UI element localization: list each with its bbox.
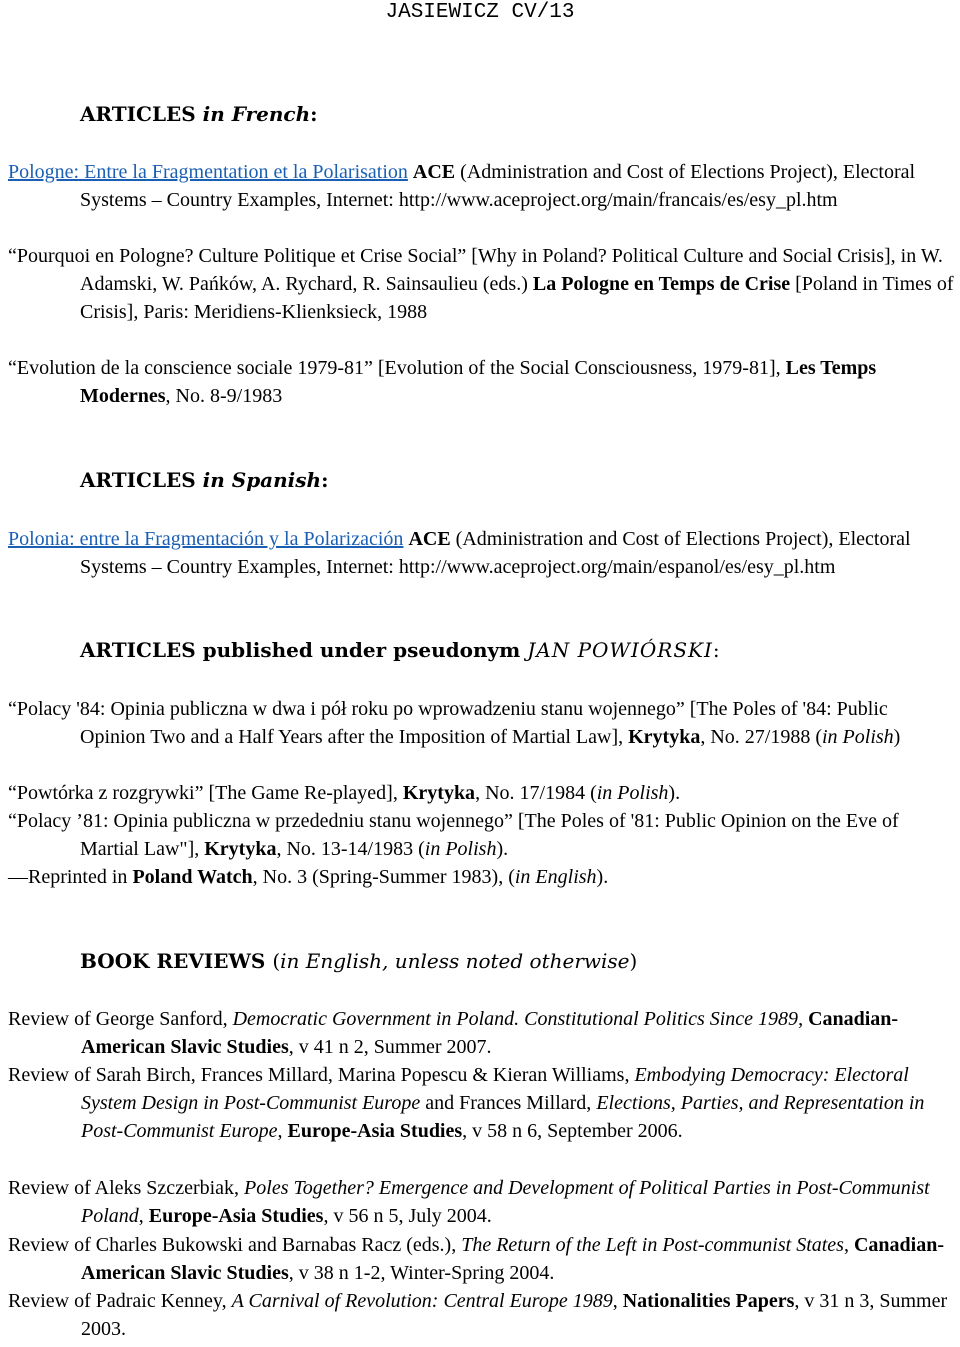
book-title: Poles Together? Emergence and Development of Political Parties in Post-Communist Poland [81, 1177, 930, 1228]
publication-title: Krytyka [402, 782, 476, 804]
review-entry [8, 1174, 958, 1230]
article-link-pologne[interactable]: Pologne: Entre la Fragmentation et la Polarisation [8, 161, 408, 183]
heading-text: BOOK REVIEWS [80, 949, 273, 973]
entry-text: ) [893, 726, 901, 749]
entry-text: “Pourquoi en Pologne? Culture Politique et Crise Social” [Why in Poland? Political Culture and Social Crisis], in W. Adamski, W. Pańków, A. Rychard, R. Sainsaulieu (eds.) [8, 245, 943, 296]
entry-text: Review of George Sanford, [8, 1008, 233, 1030]
article-entry [8, 242, 958, 327]
heading-paren: ) [629, 949, 638, 973]
heading-language: in French [202, 102, 311, 126]
entry-text: , [138, 1205, 149, 1228]
book-title: The Return of the Left in Post-communist States [461, 1234, 844, 1256]
entry-text: Review of Charles Bukowski and Barnabas Racz (eds.), [8, 1234, 462, 1256]
entry-text: ). [668, 782, 681, 804]
entry-text: “Polacy '84: Opinia publiczna w dwa i pół roku po wprowadzeniu stanu wojennego” [The Poles of '84: Public Opinion Two and a Half Years after the Imposition of Martial Law], [8, 698, 888, 749]
heading-articles-spanish [80, 466, 328, 494]
language-note: in Polish [424, 838, 497, 861]
journal-title: Canadian-American Slavic Studies [81, 1008, 899, 1059]
entry-text: , v 38 n 1-2, Winter-Spring 2004. [288, 1262, 555, 1285]
heading-text: ARTICLES published under pseudonym [80, 638, 528, 662]
heading-colon: : [712, 638, 720, 662]
heading-articles-french [80, 100, 318, 128]
review-entry [8, 1231, 958, 1287]
book-title: Embodying Democracy: Electoral System Design in Post-Communist Europe [81, 1064, 909, 1115]
article-entry [8, 807, 958, 863]
language-note: in English [514, 866, 597, 888]
entry-text: (Administration and Cost of Elections Project), Electoral Systems – Country Examples, Internet: http://www.aceproject.org/main/espanol/es/esy_pl.htm [80, 528, 911, 579]
entry-text: , v 31 n 3, Summer 2003. [81, 1290, 948, 1341]
entry-text: ). [596, 866, 609, 888]
entry-text: (Administration and Cost of Elections Project), Electoral Systems – Country Examples, Internet: http://www.aceproject.org/main/francais/es/esy_pl.htm [80, 161, 916, 212]
heading-book-reviews [80, 947, 637, 975]
heading-colon: : [321, 468, 329, 492]
entry-text: , [798, 1008, 809, 1030]
entry-text: “Polacy ’81: Opinia publiczna w przededniu stanu wojennego” [The Poles of '81: Public Opinion on the Eve of Martial Law"], [8, 810, 899, 861]
entry-text: —Reprinted in [8, 866, 133, 888]
heading-colon: : [310, 102, 318, 126]
entry-text: ). [496, 838, 509, 861]
article-entry [8, 158, 958, 214]
journal-title: Europe-Asia Studies [287, 1120, 463, 1143]
publication-title: Poland Watch [132, 866, 253, 888]
article-link-polonia[interactable]: Polonia: entre la Fragmentación y la Polarización [8, 528, 404, 550]
article-entry [8, 779, 958, 807]
entry-text: , No. 27/1988 ( [700, 726, 822, 749]
entry-text: Review of Sarah Birch, Frances Millard, Marina Popescu & Kieran Williams, [8, 1064, 635, 1086]
entry-text: , [843, 1234, 854, 1256]
entry-text: , [612, 1290, 623, 1312]
entry-text: Review of Padraic Kenney, [8, 1290, 232, 1312]
article-entry [8, 525, 958, 581]
review-entry [8, 1061, 958, 1146]
heading-paren: ( [272, 949, 281, 973]
article-entry [8, 863, 958, 891]
review-entry [8, 1005, 958, 1061]
page-header: JASIEWICZ CV/13 [385, 1, 575, 24]
entry-text: , v 58 n 6, September 2006. [462, 1120, 683, 1143]
journal-title: Canadian-American Slavic Studies [81, 1234, 944, 1285]
entry-text: “Evolution de la conscience sociale 1979-81” [Evolution of the Social Consciousness, 1979-81], [8, 357, 786, 379]
language-note: in Polish [822, 726, 894, 749]
heading-text: ARTICLES [80, 102, 203, 126]
entry-text: , No. 13-14/1983 ( [276, 838, 425, 861]
publication-title: Krytyka [204, 838, 277, 861]
article-entry [8, 354, 958, 410]
ace-label: ACE [412, 161, 456, 183]
book-title: Elections, Parties, and Representation in Post-Communist Europe [81, 1092, 925, 1143]
language-note: in Polish [596, 782, 669, 804]
publication-title: La Pologne en Temps de Crise [532, 273, 791, 296]
entry-text: , No. 3 (Spring-Summer 1983), ( [252, 866, 515, 888]
entry-text: , v 56 n 5, July 2004. [323, 1205, 492, 1228]
entry-text: , [277, 1120, 288, 1143]
publication-title: Les Temps Modernes [80, 357, 877, 408]
article-entry [8, 695, 958, 751]
heading-text: ARTICLES [80, 468, 203, 492]
pseudonym-name: JAN POWIÓRSKI [527, 638, 713, 662]
entry-text: [Poland in Times of Crisis], Paris: Meridiens-Klienksieck, 1988 [80, 273, 954, 324]
publication-title: Krytyka [628, 726, 701, 749]
heading-language: in Spanish [202, 468, 322, 492]
entry-text: , No. 8-9/1983 [165, 385, 283, 408]
journal-title: Nationalities Papers [622, 1290, 795, 1312]
entry-text: and Frances Millard, [420, 1092, 597, 1115]
ace-label: ACE [408, 528, 451, 550]
book-title: A Carnival of Revolution: Central Europe 1989 [231, 1290, 613, 1312]
entry-text: Review of Aleks Szczerbiak, [8, 1177, 245, 1199]
heading-note: in English, unless noted otherwise [280, 949, 630, 973]
heading-articles-pseudonym [80, 636, 720, 664]
entry-text: “Powtórka z rozgrywki” [The Game Re-played], [8, 782, 403, 804]
book-title: Democratic Government in Poland. Constitutional Politics Since 1989 [232, 1008, 799, 1030]
journal-title: Europe-Asia Studies [148, 1205, 324, 1228]
entry-text: , No. 17/1984 ( [475, 782, 597, 804]
review-entry [8, 1287, 958, 1343]
entry-text: , v 41 n 2, Summer 2007. [288, 1036, 492, 1059]
